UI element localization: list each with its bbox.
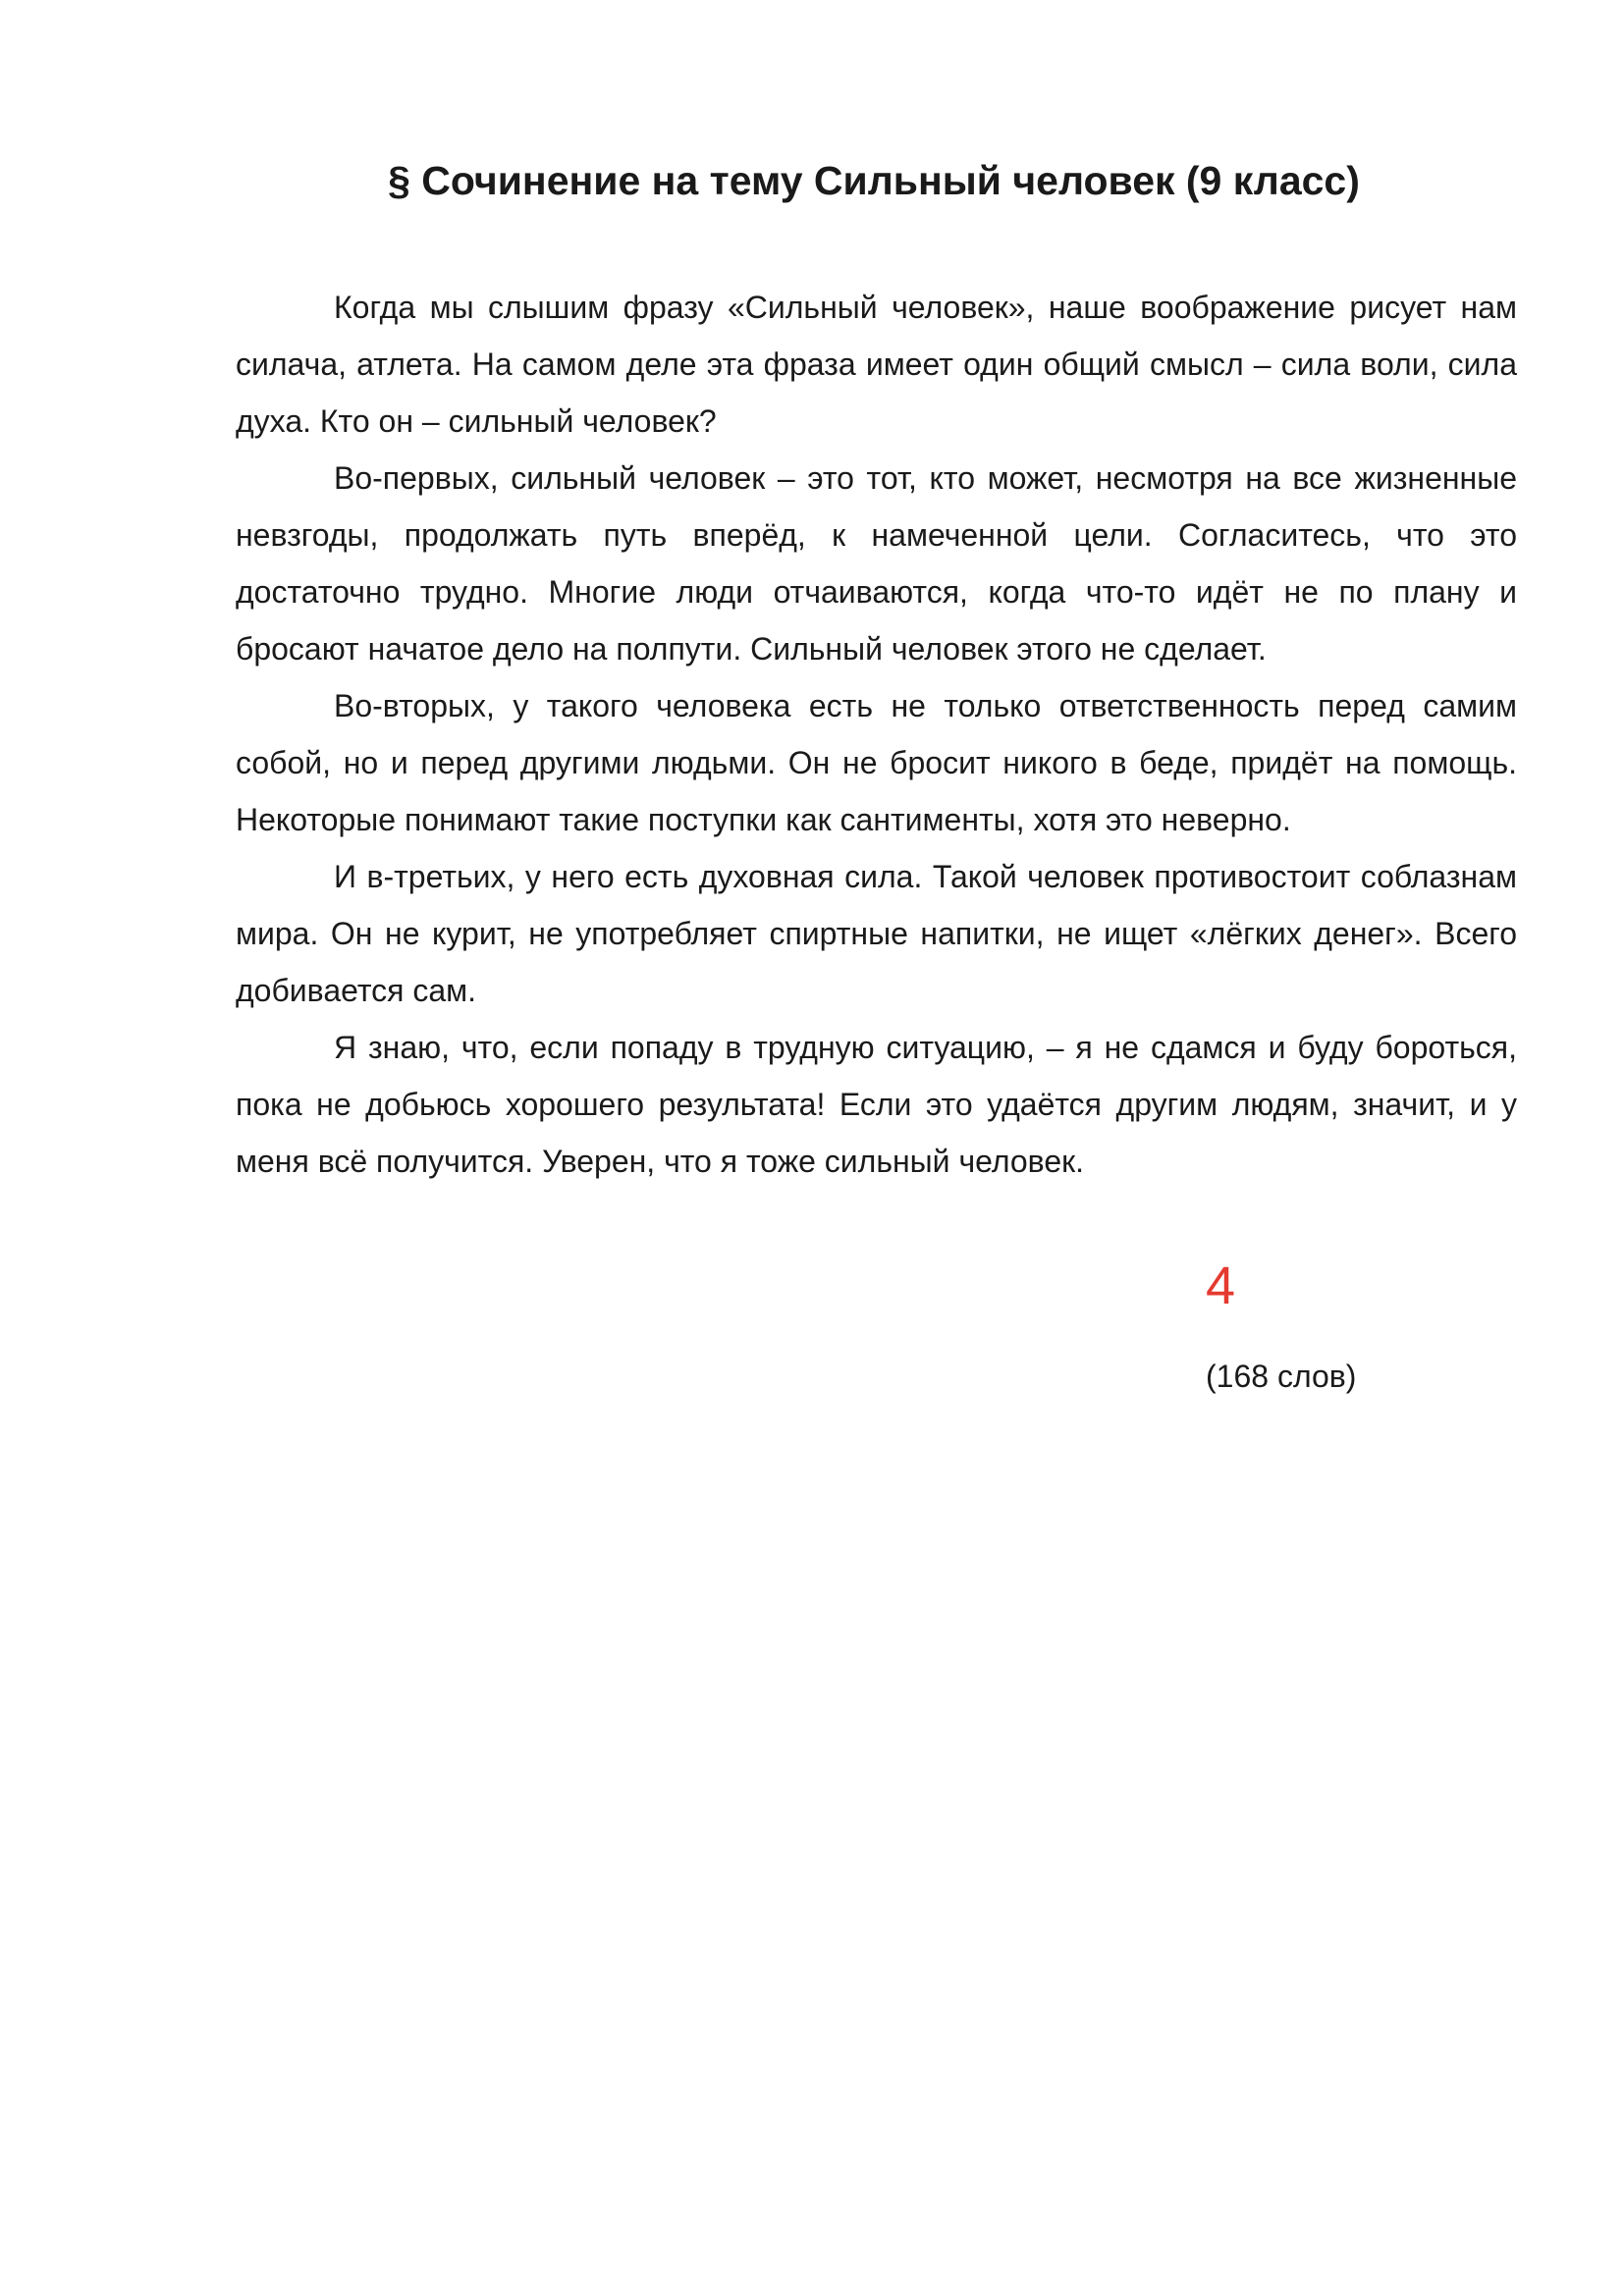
paragraph-4: И в-третьих, у него есть духовная сила. Такой человек противостоит соблазнам мира. Он не курит, не употребляет спиртные напитки, не ищет «лёгких денег». Всего добивается сам.	[236, 859, 1517, 1008]
essay-title: § Сочинение на тему Сильный человек (9 класс)	[388, 158, 1360, 203]
paragraph-1: Когда мы слышим фразу «Сильный человек», наше воображение рисует нам силача, атлета. На самом деле эта фраза имеет один общий смысл – сила воли, сила духа. Кто он – сильный человек?	[236, 290, 1517, 439]
essay-body	[236, 279, 1517, 1190]
word-count: (168 слов)	[1206, 1359, 1357, 1394]
grade-mark: 4	[1206, 1256, 1236, 1315]
paragraph-2: Во-первых, сильный человек – это тот, кто может, несмотря на все жизненные невзгоды, продолжать путь вперёд, к намеченной цели. Согласитесь, что это достаточно трудно. Многие люди отчаиваются, когда что-то идёт не по плану и бросают начатое дело на полпути. Сильный человек этого не сделает.	[236, 460, 1517, 667]
paragraph-3: Во-вторых, у такого человека есть не только ответственность перед самим собой, но и перед другими людьми. Он не бросит никого в беде, придёт на помощь. Некоторые понимают такие поступки как сантименты, хотя это неверно.	[236, 688, 1517, 837]
paragraph-5: Я знаю, что, если попаду в трудную ситуацию, – я не сдамся и буду бороться, пока не добьюсь хорошего результата! Если это удаётся другим людям, значит, и у меня всё получится. Уверен, что я тоже сильный человек.	[236, 1030, 1517, 1179]
